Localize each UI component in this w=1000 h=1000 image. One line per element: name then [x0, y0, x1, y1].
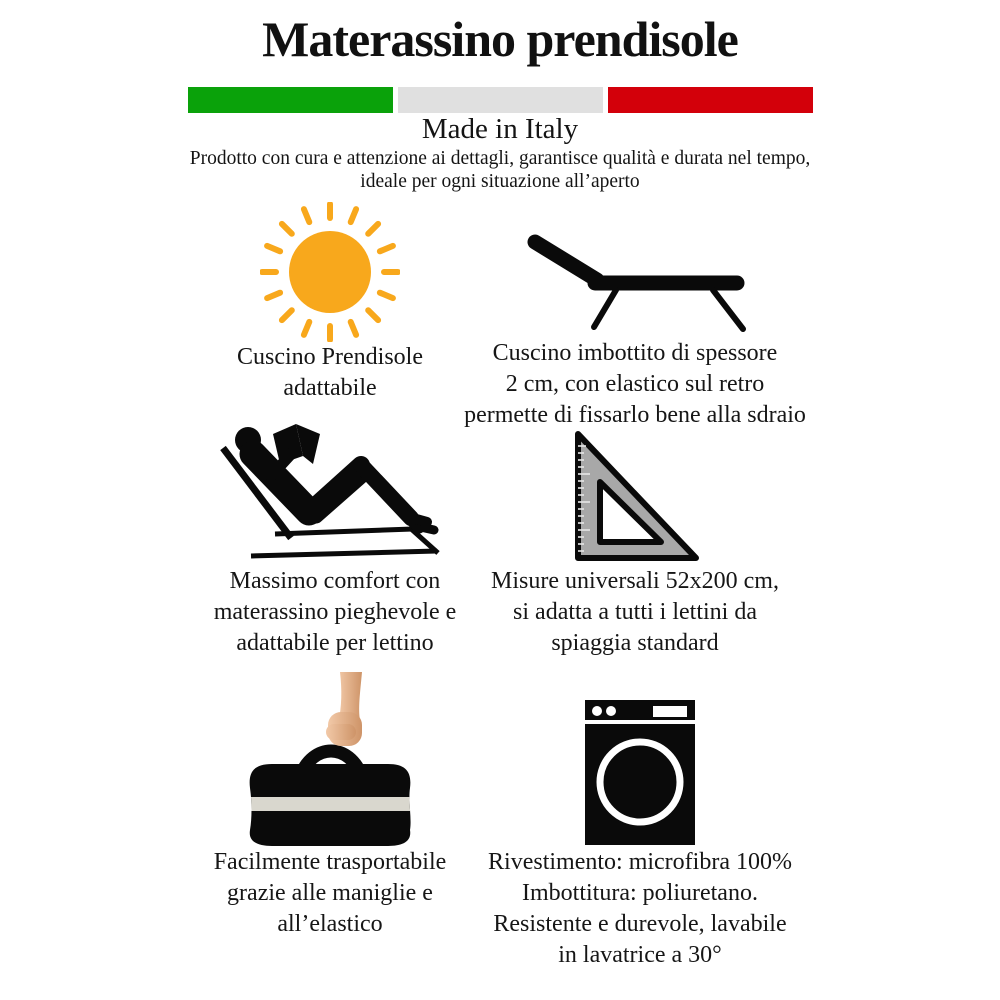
- flag-green-segment: [188, 87, 393, 113]
- subtitle-line-2: ideale per ogni situazione all’aperto: [360, 170, 640, 192]
- flag-white-segment: [398, 87, 603, 113]
- feature-washing: [440, 700, 840, 971]
- subtitle-line-1: Prodotto con cura e attenzione ai dettagli, garantisce qualità e durata nel tempo,: [189, 148, 811, 169]
- washing-machine-icon: [585, 700, 695, 845]
- feature-caption: Facilmente trasportabile grazie alle maniglie e all’elastico: [213, 849, 447, 937]
- feature-measures: [435, 430, 835, 659]
- feature-lounger: [435, 228, 835, 431]
- flag-red-segment: [608, 87, 813, 113]
- feature-caption: Cuscino imbottito di spessore 2 cm, con elastico sul retro permette di fissarlo bene alla sdraio: [464, 340, 806, 428]
- page-title: Materassino prendisole: [262, 11, 738, 67]
- person-reading-lounger-icon: [213, 422, 458, 564]
- italian-flag-bar: [188, 87, 813, 113]
- carry-bag-icon: [240, 672, 420, 847]
- made-in-italy-label: Made in Italy: [421, 113, 579, 145]
- feature-caption: Cuscino Prendisole adattabile: [237, 344, 423, 401]
- feature-caption: Misure universali 52x200 cm, si adatta a tutti i lettini da spiaggia standard: [491, 568, 779, 656]
- set-square-icon: [569, 430, 701, 562]
- subtitle: [0, 148, 1000, 193]
- feature-caption: Rivestimento: microfibra 100% Imbottitura: poliuretano. Resistente e durevole, lavabile in lavatrice a 30°: [488, 849, 792, 968]
- sun-icon: [260, 202, 400, 342]
- sun-lounger-icon: [515, 228, 755, 332]
- feature-caption: Massimo comfort con materassino pieghevole e adattabile per lettino: [213, 568, 457, 656]
